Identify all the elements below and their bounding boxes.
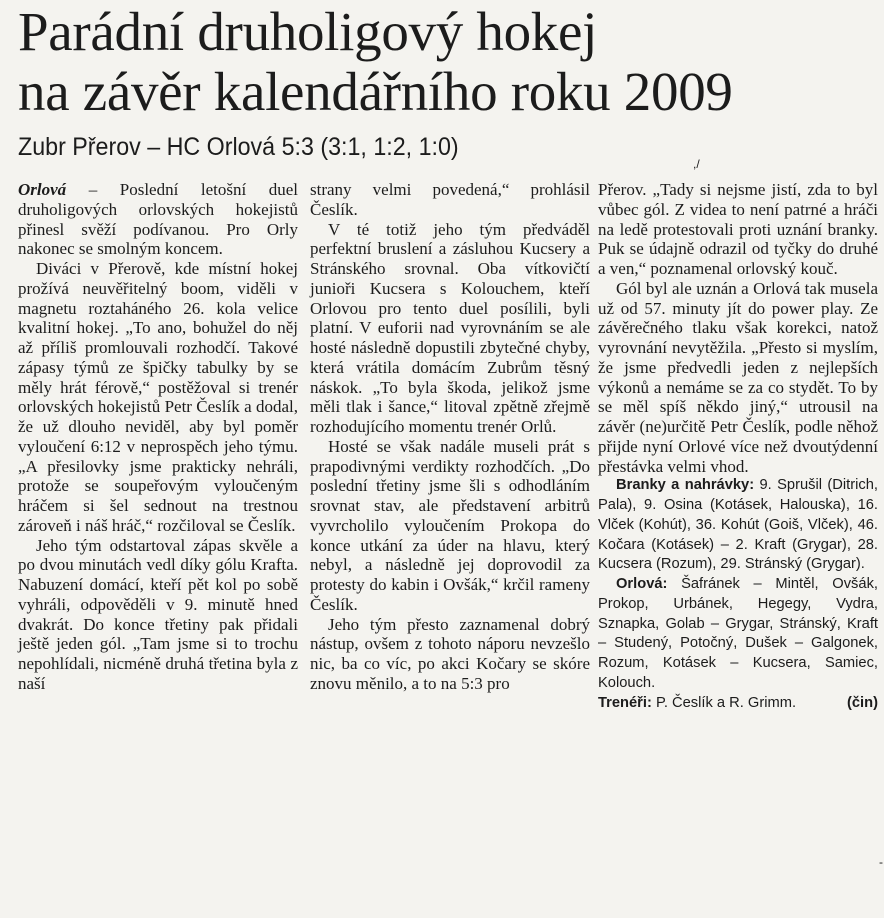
article-paragraph: Jeho tým odstartoval zápas skvěle a po dvou minutách vedl díky gólu Krafta. Nabuzení domácí, kteří pět kol po sobě vyhráli, odpověděli v 9. minutě hned dvakrát. Do konce třetiny pak přidali ještě jeden gól. „Tam jsme si to trochu nepohlídali, nicméně druhá třetina byla z naší	[18, 535, 298, 693]
article-paragraph: Jeho tým přesto zaznamenal dobrý nástup, ovšem z tohoto náporu nevzešlo nic, ba co víc, po akci Kočary se skóre znovu měnilo, a to na 5:3 pro	[310, 614, 590, 693]
edge-mark: -	[879, 855, 883, 869]
author-signature: (čin)	[846, 694, 878, 711]
headline	[18, 2, 878, 122]
article-paragraph: Přerov. „Tady si nejsme jistí, zda to byl vůbec gól. Z videa to není patrné a hráči na ledě protestovali proti uznání branky. Puk se údajně odrazil od tyčky do druhé a ven,“ poznamenal orlovský kouč.	[598, 180, 878, 278]
coaches-box	[598, 694, 878, 714]
lead-text: – Poslední letošní duel druholigových orlovských hokejistů přinesl svěží podívanou. Pro Orly nakonec se smolným koncem.	[18, 180, 298, 259]
goals-label: Branky a nahrávky:	[616, 477, 755, 494]
lineup-text: Šafránek – Mintěl, Ovšák, Prokop, Urbánek, Hegegy, Vydra, Sznapka, Golab – Grygar, Stránský, Kraft – Studený, Potočný, Dušek – Galgonek, Rozum, Kotásek – Kucsera, Samiec, Kolouch.	[598, 576, 878, 691]
lineup-label: Orlová:	[616, 576, 668, 592]
dateline-place: Orlová	[18, 180, 67, 199]
article-paragraph: Diváci v Přerově, kde místní hokej prožívá neuvěřitelný boom, viděli v magnetu roztaháného 26. kola velice kvalitní hokej. „To ano, bohužel do něj až příliš promlouvali rozhodčí. Takové zápasy týmů ze špičky tabulky by se měly hrát férově,“ postěžoval si trenér orlovských hokejistů Petr Česlík a dodal, že už dlouho neviděl, aby byl poměr vyloučení 6:12 v neprospěch jeho týmu. „A přesilovky jsme prakticky nehráli, protože se soupeřovým vyloučeným hráčem si šel sednout na trestnou zároveň i náš hráč,“ rozčiloval se Česlík.	[18, 259, 298, 535]
article-paragraph: V té totiž jeho tým předváděl perfektní bruslení a zásluhou Kucsery a Stránského srovnal. Oba vítkovičtí junioři Kucsera s Kolouchem, kteří Orlovou pro tento duel posílili, byli platní. V euforii nad vyrovnáním se ale hosté následně dopustili zbytečné chyby, která vrátila domácím Zubrům těsný náskok. „To byla škoda, jelikož jsme měli tlak i šance,“ litoval zpětně zřejmě rozhodujícího momentu trenér Orlů.	[310, 219, 590, 436]
article-column-2	[310, 180, 590, 694]
article-paragraph: strany velmi povedená,“ prohlásil Česlík.	[310, 180, 590, 219]
article-paragraph: Hosté se však nadále museli prát s prapodivnými verdikty rozhodčích. „Do poslední třetiny jsme šli s odhodláním srovnat stav, ale představení arbitrů vyvrcholilo vyloučením Prokopa do konce utkání za úder na hlavu, který nebyl, a následně jej doprovodil za protesty do kabin i Ovšák,“ krčil rameny Česlík.	[310, 436, 590, 614]
goals-box	[598, 476, 878, 575]
goals-text: 9. Sprušil (Ditrich, Pala), 9. Osina (Kotásek, Halouska), 16. Vlček (Kohút), 36. Kohút (Goiš, Vlček), 46. Kočara (Kotásek) – 2. Kraft (Grygar), 28. Kucsera (Rozum), 29. Stránský (Grygar).	[598, 477, 878, 573]
scan-speck: ,/	[693, 157, 700, 171]
article-column-3	[598, 180, 878, 713]
headline-line-2: na závěr kalendářního roku 2009	[18, 61, 733, 122]
headline-line-1: Parádní druholigový hokej	[18, 1, 598, 62]
coaches-text: P. Česlík a R. Grimm.	[651, 694, 797, 711]
article-lead	[18, 180, 298, 259]
subtitle: Zubr Přerov – HC Orlová 5:3 (3:1, 1:2, 1:0)	[18, 133, 459, 161]
lineup-box	[598, 575, 878, 694]
coaches-label: Trenéři:	[598, 694, 652, 711]
article-column-1	[18, 180, 298, 694]
article-paragraph: Gól byl ale uznán a Orlová tak musela už od 57. minuty jít do power play. Ze závěrečného tlaku však korekci, natož vyrovnání nevytěžila. „Přesto si myslím, že jsme předvedli jeden z nejlepších výkonů a nemáme se za co stydět. To by se měl spíš někdo jiný,“ utrousil na závěr (ne)určitě Petr Česlík, podle něhož přijde nyní Orlové více než dvoutýdenní přestávka velmi vhod.	[598, 278, 878, 476]
